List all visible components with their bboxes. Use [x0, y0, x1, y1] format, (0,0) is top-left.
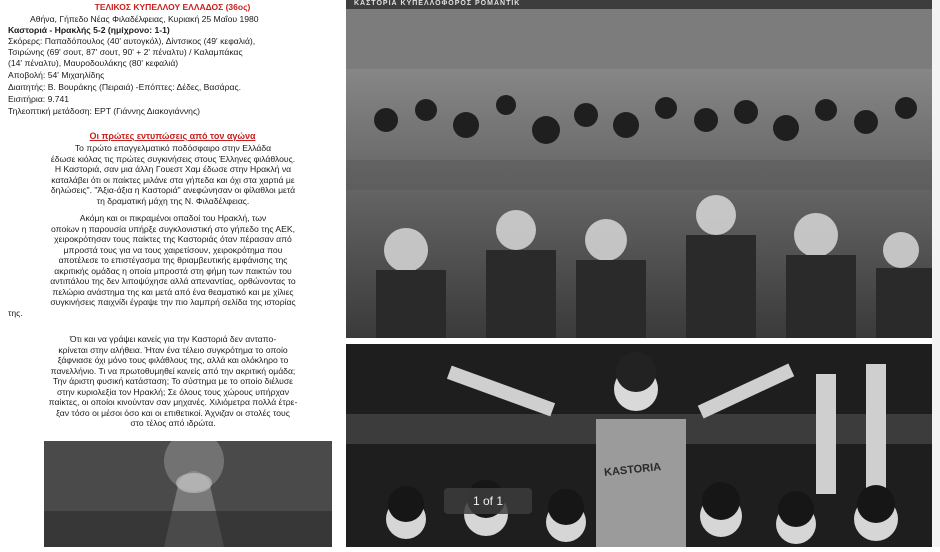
paragraph-line: ξάφνιασε όχι μόνο τους φιλάθλους της, αλλά και ολόκληρο το: [57, 355, 289, 365]
scorers-line-1: Σκόρερς: Παπαδόπουλος (40' αυτογκόλ), Δίντσικος (49' κεφαλιά),: [8, 36, 256, 46]
viewer-edge: [932, 0, 940, 547]
paragraph-line: πελώριο ανάστημα της και μετά από ένα θεαματικό και με χίλιες: [52, 286, 294, 297]
scorers-line-3: (14' πέναλτυ), Μαυροδουλάκης (80' κεφαλιά): [8, 58, 179, 68]
paragraph-line: της.: [8, 307, 23, 318]
celebration-photo-art: [346, 344, 932, 547]
paragraph-line: Την άριστη φυσική κατάσταση; Το σύστημα με το οποίο διέλυσε: [53, 376, 293, 386]
red-card-line: Αποβολή: 54' Μιχαηλίδης: [8, 70, 105, 80]
celebration-photo: [346, 344, 932, 547]
paragraph-line: οποίων η παρουσία υπήρξε συγκλονιστική στο γήπεδο της ΑΕΚ,: [51, 223, 295, 234]
paragraph-line: στην κυριολεξία τον Ηρακλή; Σε όλους τους χώρους υπήρχαν: [56, 386, 290, 397]
crowd-photo: [346, 0, 932, 338]
article-column: [0, 0, 345, 547]
paragraph-line: καταλάβει ότι οι παίκτες μιλάνε στα γήπεδα και όχι στα χαρτιά με: [51, 174, 295, 185]
section-title: Οι πρώτες εντυπώσεις από τον αγώνα: [89, 131, 256, 141]
paragraph-1: [8, 143, 338, 206]
paragraph-line: κρίνεται στην αλήθεια. Ήταν ένα τέλειο συγκρότημα το οποίο: [58, 344, 288, 355]
trophy-photo: [44, 441, 332, 547]
trophy-photo-art: [44, 441, 332, 547]
paragraph-line: αντιπάλου της δεν λιποψύχησε αλλά απεναντίας, ορθώνοντας το: [50, 276, 296, 286]
paragraph-line: μπροστά τους για να τους χαιρετίσουν, χειροκρότημα που: [63, 244, 283, 255]
paragraph-line: συγκινήσεις παιχνίδι έγραψε την πιο λαμπρή σελίδα της ιστορίας: [50, 297, 296, 307]
paragraph-line: ξαν τόσο οι μέσοι όσο και οι επιθετικοί. Άχνιζαν οι στολές τους: [56, 407, 290, 418]
paragraph-line: τη δραματική μάχη της Ν. Φιλαδέλφειας.: [96, 195, 250, 206]
scorers-line-2: Τσιρώνης (69' σουτ, 87' σουτ, 90' + 2' πέναλτυ) / Καλαμπάκας: [8, 47, 243, 57]
paragraph-line: Η Καστοριά, σαν μια άλλη Γουεστ Χαμ έδωσε στην Ηρακλή να: [54, 164, 292, 174]
paragraph-line: Ότι και να γράψει κανείς για την Καστοριά δεν ανταπο-: [69, 334, 277, 344]
paragraph-line: έδωσε κιόλας τις πρώτες συγκινήσεις στους Έλληνες φιλάθλους.: [50, 153, 296, 164]
paragraph-line: χειροκρότησαν τους παίκτες της Καστοριάς όταν πέρασαν από: [54, 234, 292, 244]
paragraph-line: αποτέλεσε το επιστέγασμα της θριαμβευτικής εμφάνισης της: [58, 255, 288, 265]
crowd-photo-art: [346, 0, 932, 338]
score-line: Καστοριά - Ηρακλής 5-2 (ημίχρονο: 1-1): [8, 25, 170, 35]
paragraph-line: Ακόμη και οι πικραμένοι οπαδοί του Ηρακλή, των: [79, 213, 267, 223]
paragraph-line: πανελλήνιο. Τι να πρωτοθυμηθεί κανείς από την ακριτική ομάδα;: [50, 365, 296, 376]
paragraph-line: ακριτικής ομάδας η οποία μπροστά στη φήμη των παικτών του: [54, 265, 292, 276]
tv-line: Τηλεοπτική μετάδοση: ΕΡΤ (Γιάννης Διακογιάννης): [8, 106, 200, 116]
referees-line: Διαιτητής: Β. Βουράκης (Πειραιά) -Επόπτες: Δέδες, Βασάρας.: [8, 82, 242, 92]
paragraph-line: στο τέλος από ιδρώτα.: [130, 418, 216, 428]
tickets-line: Εισιτήρια: 9.741: [8, 94, 70, 104]
venue-line: Αθήνα, Γήπεδο Νέας Φιλαδέλφειας, Κυριακή 25 Μαΐου 1980: [30, 14, 259, 24]
paragraph-line: παίκτες, οι οποίοι κινούνταν σαν μηχανές. Χιλιόμετρα πολλά έτρε-: [48, 397, 298, 407]
stadium-banner: ΚΑΣΤΟΡΙΑ ΚΥΠΕΛΛΟΦΟΡΟΣ ΡΟΜΑΝΤΙΚ: [354, 0, 521, 7]
paragraph-3: [8, 334, 338, 429]
paragraph-line: Το πρώτο επαγγελματικό ποδόσφαιρο στην Ελλάδα: [74, 143, 272, 153]
page-indicator: 1 of 1: [444, 488, 532, 514]
jersey-text: KASTORIA: [603, 461, 662, 479]
paragraph-line: δηλώσεις". "Άξια-άξια η Καστοριά" ανεφώνησαν οι φίλαθλοι μετά: [50, 185, 296, 195]
paragraph-2: [8, 213, 338, 318]
match-title: ΤΕΛΙΚΟΣ ΚΥΠΕΛΛΟΥ ΕΛΛΑΔΟΣ (36ος): [94, 2, 251, 12]
